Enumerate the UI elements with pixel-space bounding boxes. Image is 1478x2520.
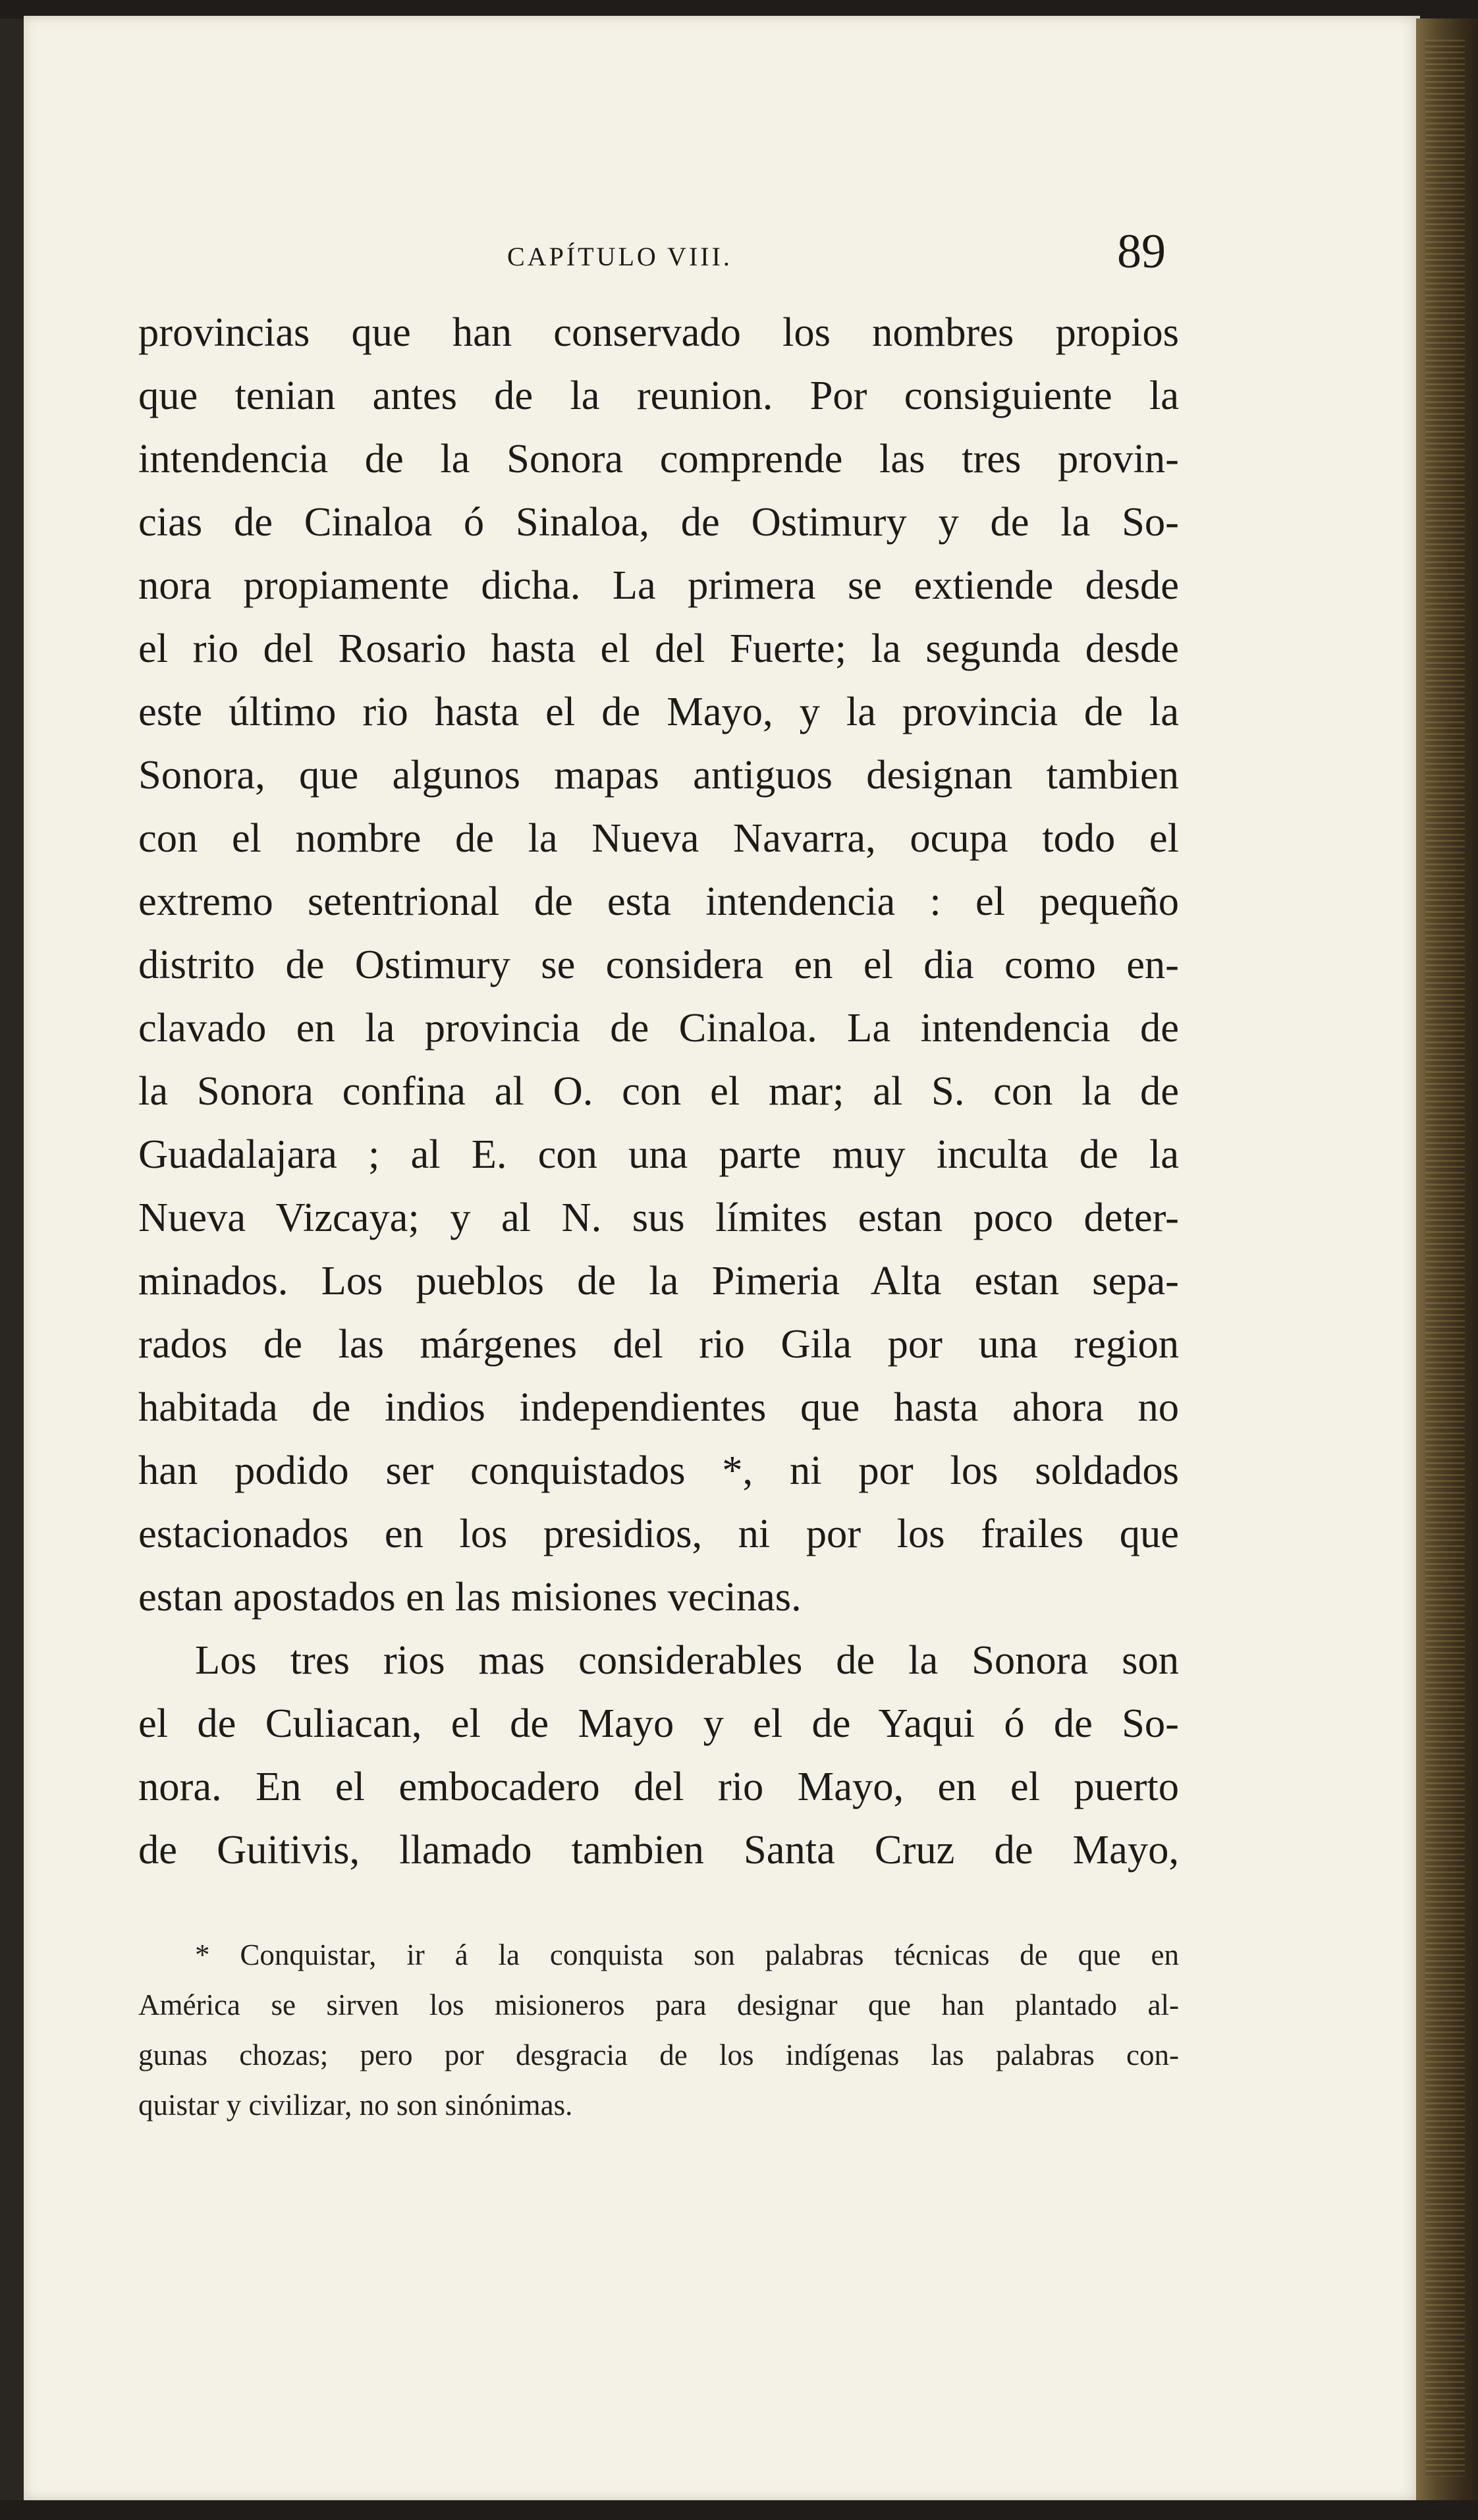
body-line: el de Culiacan, el de Mayo y el de Yaqui ó de So- [138, 1700, 1179, 1746]
body-line: extremo setentrional de esta intendencia : el pequeño [138, 878, 1179, 924]
body-line: la Sonora confina al O. con el mar; al S. con la de [138, 1068, 1179, 1114]
footnote-line: gunas chozas; pero por desgracia de los indígenas las palabras con- [138, 2039, 1179, 2071]
body-line-paragraph-end: estan apostados en las misiones vecinas. [138, 1574, 802, 1620]
body-line: minados. Los pueblos de la Pimeria Alta estan sepa- [138, 1257, 1179, 1303]
footnote [138, 1930, 1179, 2130]
body-line: distrito de Ostimury se considera en el dia como en- [138, 941, 1179, 987]
page-header [138, 224, 1179, 290]
body-line: estacionados en los presidios, ni por los frailes que [138, 1510, 1179, 1556]
body-line: habitada de indios independientes que hasta ahora no [138, 1384, 1179, 1430]
body-line: clavado en la provincia de Cinaloa. La intendencia de [138, 1004, 1179, 1051]
body-line: de Guitivis, llamado tambien Santa Cruz de Mayo, [138, 1826, 1179, 1873]
body-line: han podido ser conquistados *, ni por los soldados [138, 1447, 1179, 1493]
body-text [138, 300, 1179, 1881]
page-number: 89 [1117, 225, 1166, 279]
body-line: que tenian antes de la reunion. Por consiguiente la [138, 372, 1179, 418]
footnote-line: quistar y civilizar, no son sinónimas. [138, 2089, 573, 2122]
body-line: Sonora, que algunos mapas antiguos designan tambien [138, 752, 1179, 798]
body-line: cias de Cinaloa ó Sinaloa, de Ostimury y de la So- [138, 499, 1179, 545]
footnote-line: * Conquistar, ir á la conquista son palabras técnicas de que en [195, 1938, 1179, 1971]
body-line: rados de las márgenes del rio Gila por una region [138, 1321, 1179, 1367]
book-spine-texture [1425, 40, 1465, 2477]
body-line-paragraph-start: Los tres rios mas considerables de la Sonora son [195, 1637, 1179, 1683]
body-line: intendencia de la Sonora comprende las tres provin- [138, 435, 1179, 481]
body-line: nora. En el embocadero del rio Mayo, en el puerto [138, 1763, 1179, 1809]
body-line: con el nombre de la Nueva Navarra, ocupa todo el [138, 815, 1179, 861]
footnote-line: América se sirven los misioneros para designar que han plantado al- [138, 1988, 1179, 2021]
body-line: este último rio hasta el de Mayo, y la provincia de la [138, 688, 1179, 734]
body-line: provincias que han conservado los nombres propios [138, 309, 1179, 355]
body-line: el rio del Rosario hasta el del Fuerte; la segunda desde [138, 625, 1179, 671]
body-line: Guadalajara ; al E. con una parte muy inculta de la [138, 1131, 1179, 1177]
scan-bottom-edge [0, 2500, 1478, 2520]
running-head: CAPÍTULO VIII. [507, 242, 732, 271]
body-line: Nueva Vizcaya; y al N. sus límites estan poco deter- [138, 1194, 1179, 1240]
body-line: nora propiamente dicha. La primera se extiende desde [138, 562, 1179, 608]
